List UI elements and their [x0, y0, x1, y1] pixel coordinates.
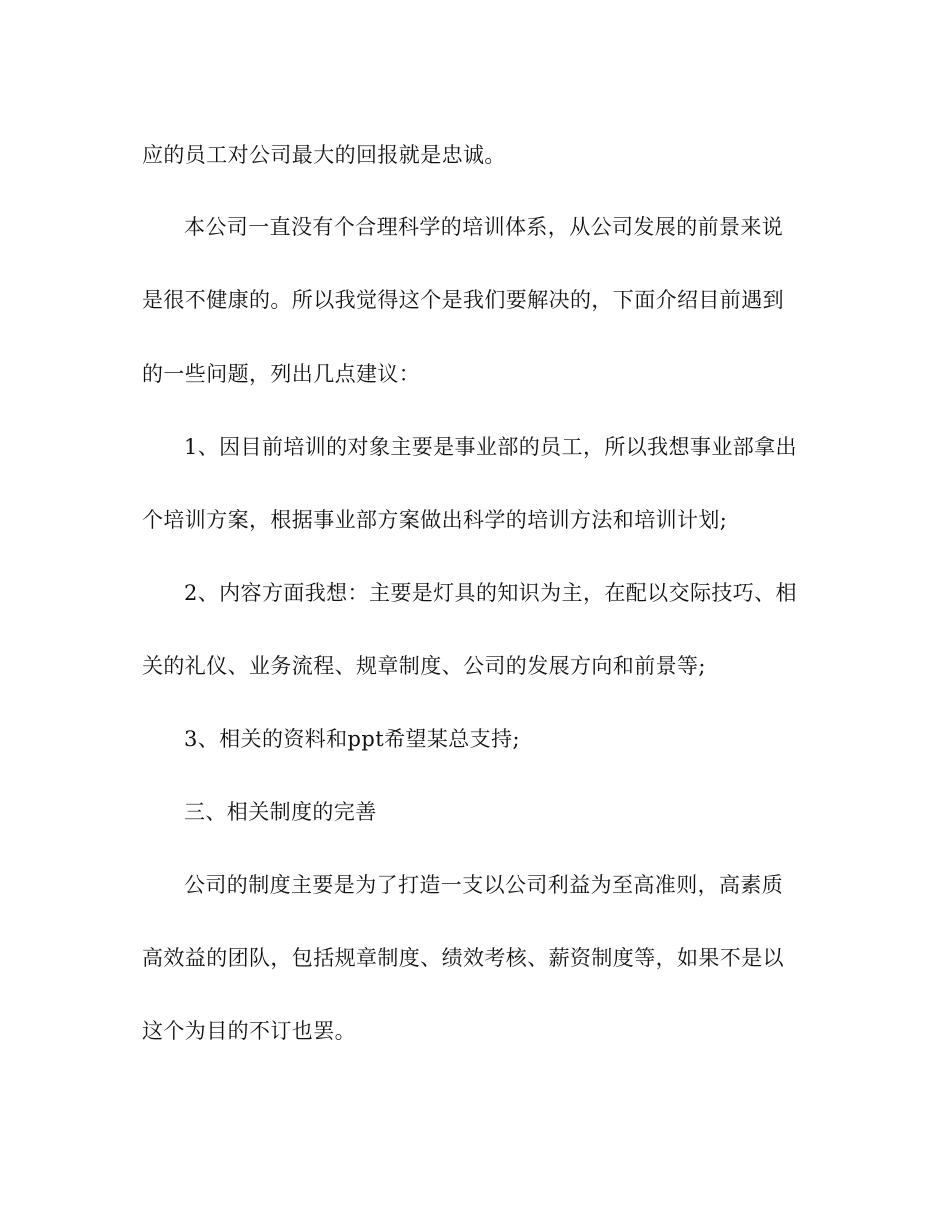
- paragraph-line: 这个为目的不订也罢。: [142, 1019, 356, 1043]
- paragraph-line: 应的员工对公司最大的回报就是忠诚。: [142, 143, 506, 167]
- paragraph-line: 个培训方案，根据事业部方案做出科学的培训方法和培训计划;: [142, 508, 728, 532]
- paragraph-line: 高效益的团队，包括规章制度、绩效考核、薪资制度等，如果不是以: [142, 946, 784, 970]
- paragraph-line: 关的礼仪、业务流程、规章制度、公司的发展方向和前景等;: [142, 654, 706, 678]
- paragraph-line: 是很不健康的。所以我觉得这个是我们要解决的，下面介绍目前遇到: [142, 288, 784, 312]
- paragraph-line: 的一些问题，列出几点建议：: [142, 362, 421, 386]
- paragraph-line: 2、内容方面我想：主要是灯具的知识为主，在配以交际技巧、相: [184, 581, 797, 605]
- paragraph-line: 本公司一直没有个合理科学的培训体系，从公司发展的前景来说: [184, 215, 784, 239]
- paragraph-line: 3、相关的资料和ppt希望某总支持;: [184, 727, 520, 751]
- paragraph-line: 1、因目前培训的对象主要是事业部的员工，所以我想事业部拿出: [184, 435, 797, 459]
- paragraph-line: 公司的制度主要是为了打造一支以公司利益为至高准则，高素质: [184, 873, 784, 897]
- section-heading: 三、相关制度的完善: [184, 800, 377, 824]
